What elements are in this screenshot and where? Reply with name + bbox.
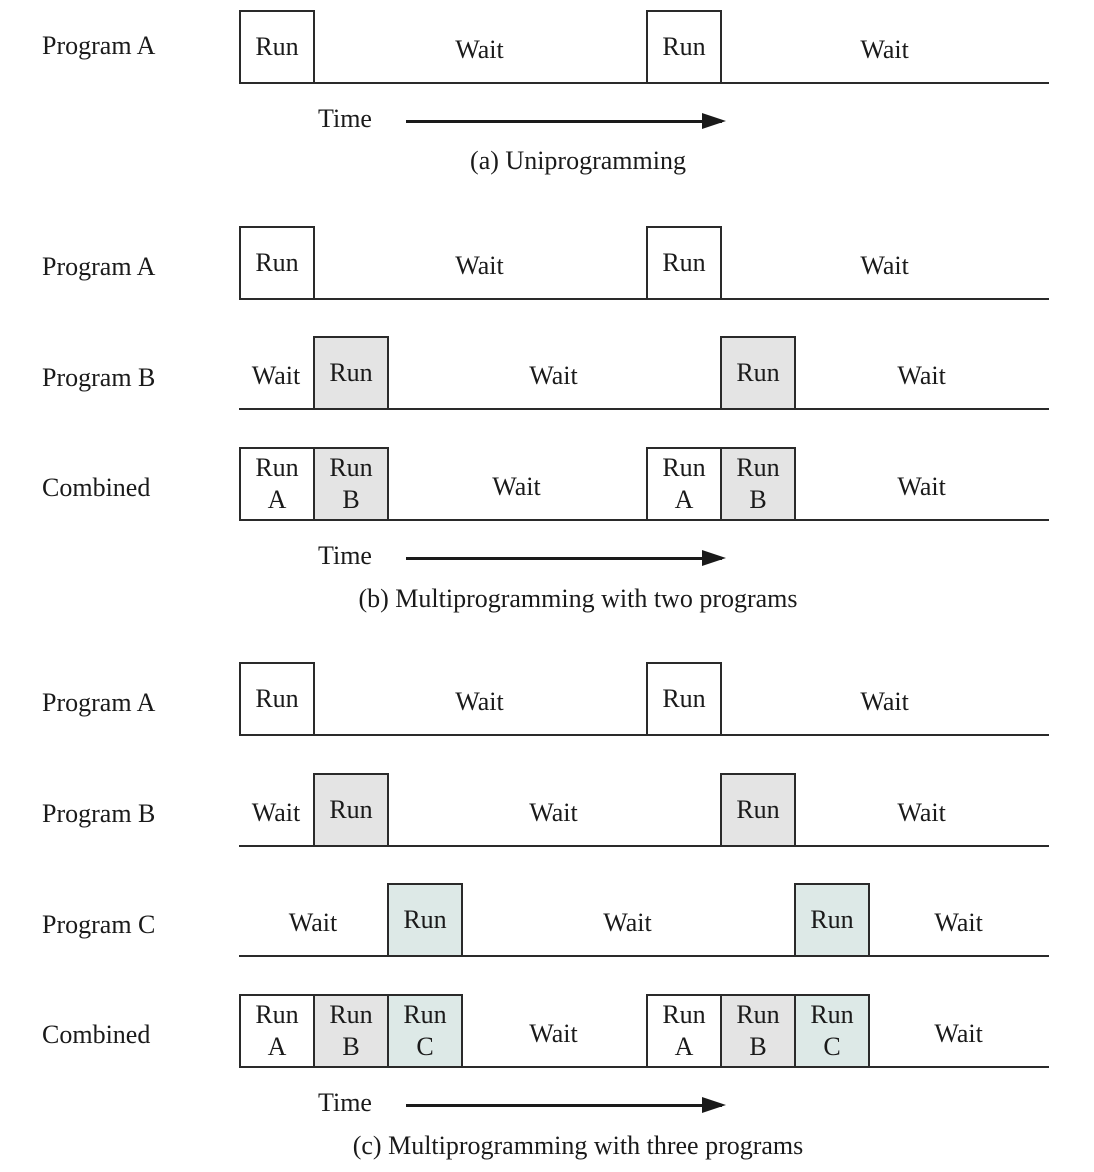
wait-label: Wait bbox=[455, 687, 504, 716]
time-axis-label: Time bbox=[318, 104, 372, 133]
timeline-baseline bbox=[239, 955, 1049, 957]
run-block bbox=[646, 10, 722, 84]
timeline-baseline bbox=[239, 298, 1049, 300]
run-label: Run bbox=[255, 248, 299, 277]
run-label: Run bbox=[255, 453, 299, 482]
run-program-letter: B bbox=[342, 485, 360, 514]
run-label: Run bbox=[736, 1000, 780, 1029]
wait-label: Wait bbox=[529, 361, 578, 390]
run-label: Run bbox=[255, 32, 299, 61]
run-program-letter: A bbox=[267, 1032, 287, 1061]
row-label: Program B bbox=[42, 799, 156, 828]
row-label: Program A bbox=[42, 31, 156, 60]
run-label: Run bbox=[810, 905, 854, 934]
wait-label: Wait bbox=[288, 908, 338, 937]
run-label: Run bbox=[736, 453, 780, 482]
run-label: Run bbox=[403, 905, 447, 934]
wait-label: Wait bbox=[603, 908, 652, 937]
time-axis-label: Time bbox=[318, 1088, 372, 1117]
run-label: Run bbox=[736, 358, 780, 387]
run-program-letter: B bbox=[749, 485, 767, 514]
run-label: Run bbox=[662, 684, 706, 713]
run-label: Run bbox=[255, 1000, 299, 1029]
row-label: Program B bbox=[42, 363, 156, 392]
run-block bbox=[646, 447, 722, 521]
wait-label: Wait bbox=[860, 687, 909, 716]
wait-label: Wait bbox=[455, 35, 504, 64]
run-label: Run bbox=[662, 1000, 706, 1029]
wait-label: Wait bbox=[251, 361, 301, 390]
run-label: Run bbox=[810, 1000, 854, 1029]
row-label: Combined bbox=[42, 473, 151, 502]
run-program-letter: A bbox=[674, 485, 694, 514]
time-arrow-icon bbox=[406, 120, 722, 123]
run-program-letter: C bbox=[416, 1032, 434, 1061]
timeline-baseline bbox=[239, 734, 1049, 736]
run-block bbox=[794, 994, 870, 1068]
wait-label: Wait bbox=[897, 798, 946, 827]
wait-label: Wait bbox=[934, 1019, 983, 1048]
run-label: Run bbox=[329, 358, 373, 387]
run-label: Run bbox=[329, 453, 373, 482]
run-label: Run bbox=[662, 32, 706, 61]
run-label: Run bbox=[736, 795, 780, 824]
wait-label: Wait bbox=[860, 35, 909, 64]
run-program-letter: A bbox=[267, 485, 287, 514]
run-program-letter: C bbox=[823, 1032, 841, 1061]
run-block bbox=[720, 447, 796, 521]
run-block bbox=[720, 773, 796, 847]
wait-label: Wait bbox=[860, 251, 909, 280]
run-block bbox=[646, 226, 722, 300]
run-label: Run bbox=[329, 1000, 373, 1029]
wait-label: Wait bbox=[934, 908, 983, 937]
panel-caption: (b) Multiprogramming with two programs bbox=[358, 584, 798, 613]
run-block bbox=[313, 336, 389, 410]
run-block bbox=[720, 336, 796, 410]
run-label: Run bbox=[329, 795, 373, 824]
run-block bbox=[313, 994, 389, 1068]
time-arrow-icon bbox=[406, 557, 722, 560]
panel-caption: (c) Multiprogramming with three programs bbox=[352, 1131, 804, 1160]
run-program-letter: B bbox=[749, 1032, 767, 1061]
row-label: Program C bbox=[42, 910, 156, 939]
wait-label: Wait bbox=[529, 798, 578, 827]
run-label: Run bbox=[662, 453, 706, 482]
run-block bbox=[720, 994, 796, 1068]
wait-label: Wait bbox=[529, 1019, 578, 1048]
time-arrow-icon bbox=[406, 1104, 722, 1107]
wait-label: Wait bbox=[251, 798, 301, 827]
run-block bbox=[387, 994, 463, 1068]
run-block bbox=[313, 447, 389, 521]
run-block bbox=[239, 447, 315, 521]
run-label: Run bbox=[403, 1000, 447, 1029]
row-label: Program A bbox=[42, 252, 156, 281]
timeline-baseline bbox=[239, 82, 1049, 84]
run-block bbox=[239, 226, 315, 300]
wait-label: Wait bbox=[897, 472, 946, 501]
run-block bbox=[646, 994, 722, 1068]
run-block bbox=[387, 883, 463, 957]
run-block bbox=[239, 662, 315, 736]
time-axis-label: Time bbox=[318, 541, 372, 570]
run-label: Run bbox=[662, 248, 706, 277]
run-label: Run bbox=[255, 684, 299, 713]
run-block bbox=[239, 994, 315, 1068]
row-label: Program A bbox=[42, 688, 156, 717]
row-label: Combined bbox=[42, 1020, 151, 1049]
panel-caption: (a) Uniprogramming bbox=[470, 146, 686, 175]
wait-label: Wait bbox=[455, 251, 504, 280]
run-block bbox=[239, 10, 315, 84]
wait-label: Wait bbox=[897, 361, 946, 390]
run-block bbox=[313, 773, 389, 847]
wait-label: Wait bbox=[492, 472, 541, 501]
run-program-letter: A bbox=[674, 1032, 694, 1061]
run-block bbox=[794, 883, 870, 957]
run-program-letter: B bbox=[342, 1032, 360, 1061]
run-block bbox=[646, 662, 722, 736]
